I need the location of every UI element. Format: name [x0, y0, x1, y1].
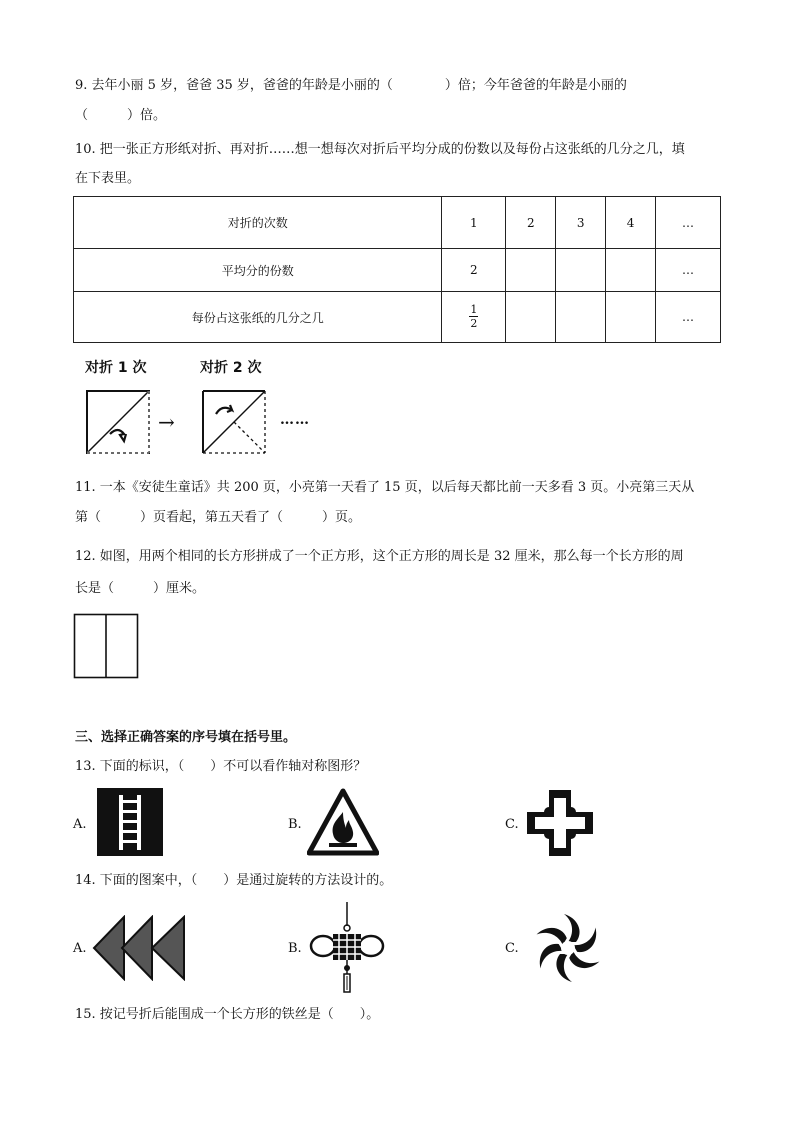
table-row-label: 平均分的份数	[74, 249, 442, 292]
table-row	[74, 197, 721, 249]
table-cell: 3	[556, 197, 606, 249]
q15-text: 15. 按记号折后能围成一个长方形的铁丝是（ ）。	[75, 1007, 380, 1022]
fraction	[469, 304, 478, 329]
fold-twice-diagram	[200, 388, 270, 458]
table-cell[interactable]	[506, 292, 556, 343]
square-from-two-rectangles-diagram	[73, 613, 140, 680]
q12-line2: 长是（ ）厘米。	[75, 581, 206, 596]
medical-cross-icon	[525, 788, 595, 858]
table-cell[interactable]	[506, 249, 556, 292]
q12-line1: 12. 如图，用两个相同的长方形拼成了一个正方形，这个正方形的周长是 32 厘米，那么每一个长方形的周	[75, 549, 684, 564]
table-cell[interactable]	[606, 292, 656, 343]
table-row	[74, 249, 721, 292]
table-cell[interactable]	[556, 249, 606, 292]
table-cell: 1	[442, 197, 506, 249]
q10-line1: 10. 把一张正方形纸对折、再对折……想一想每次对折后平均分成的份数以及每份占这张纸的几分之几，填	[75, 142, 685, 157]
swirl-pinwheel-icon	[530, 910, 606, 986]
table-row-label: 每份占这张纸的几分之几	[74, 292, 442, 343]
q13-option-b-letter: B.	[288, 817, 302, 832]
q14-option-b-letter: B.	[288, 941, 302, 956]
table-row-label: 对折的次数	[74, 197, 442, 249]
section-3-title: 三、选择正确答案的序号填在括号里。	[75, 730, 297, 745]
fraction-denominator: 2	[470, 317, 478, 330]
fold-once-diagram	[84, 388, 154, 458]
fold-continuation-dots: ……	[280, 412, 310, 428]
q13-option-a-letter: A.	[73, 817, 87, 832]
table-cell-fraction	[442, 292, 506, 343]
q14-option-c-letter: C.	[505, 941, 519, 956]
fold-label-2: 对折 2 次	[200, 360, 262, 376]
table-cell[interactable]	[556, 292, 606, 343]
q13-option-c-letter: C.	[505, 817, 519, 832]
q10-line2: 在下表里。	[75, 171, 141, 186]
q13-text: 13. 下面的标识，（ ）不可以看作轴对称图形？	[75, 759, 367, 774]
folding-table	[73, 196, 721, 343]
fold-label-1: 对折 1 次	[85, 360, 147, 376]
table-row	[74, 292, 721, 343]
ladder-icon	[97, 788, 163, 856]
q14-option-a-letter: A.	[73, 941, 87, 956]
table-cell: 2	[442, 249, 506, 292]
fold-arrow: →	[158, 410, 175, 434]
table-cell: 2	[506, 197, 556, 249]
table-cell: 4	[606, 197, 656, 249]
fraction-numerator: 1	[470, 303, 478, 316]
flammable-warning-icon	[307, 788, 379, 856]
q9-line1: 9. 去年小丽 5 岁，爸爸 35 岁，爸爸的年龄是小丽的（ ）倍；今年爸爸的年龄是小丽的	[75, 78, 627, 93]
q9-line2: （ ）倍。	[75, 108, 167, 123]
table-cell[interactable]	[606, 249, 656, 292]
table-cell: …	[656, 249, 721, 292]
triangles-pattern-icon	[92, 915, 188, 981]
chinese-knot-icon	[309, 902, 385, 994]
table-cell: …	[656, 197, 721, 249]
q11-line1: 11. 一本《安徒生童话》共 200 页，小亮第一天看了 15 页，以后每天都比前一天多看 3 页。小亮第三天从	[75, 480, 695, 495]
table-cell: …	[656, 292, 721, 343]
q14-text: 14. 下面的图案中，（ ）是通过旋转的方法设计的。	[75, 873, 393, 888]
q11-line2: 第（ ）页看起，第五天看了（ ）页。	[75, 510, 362, 525]
